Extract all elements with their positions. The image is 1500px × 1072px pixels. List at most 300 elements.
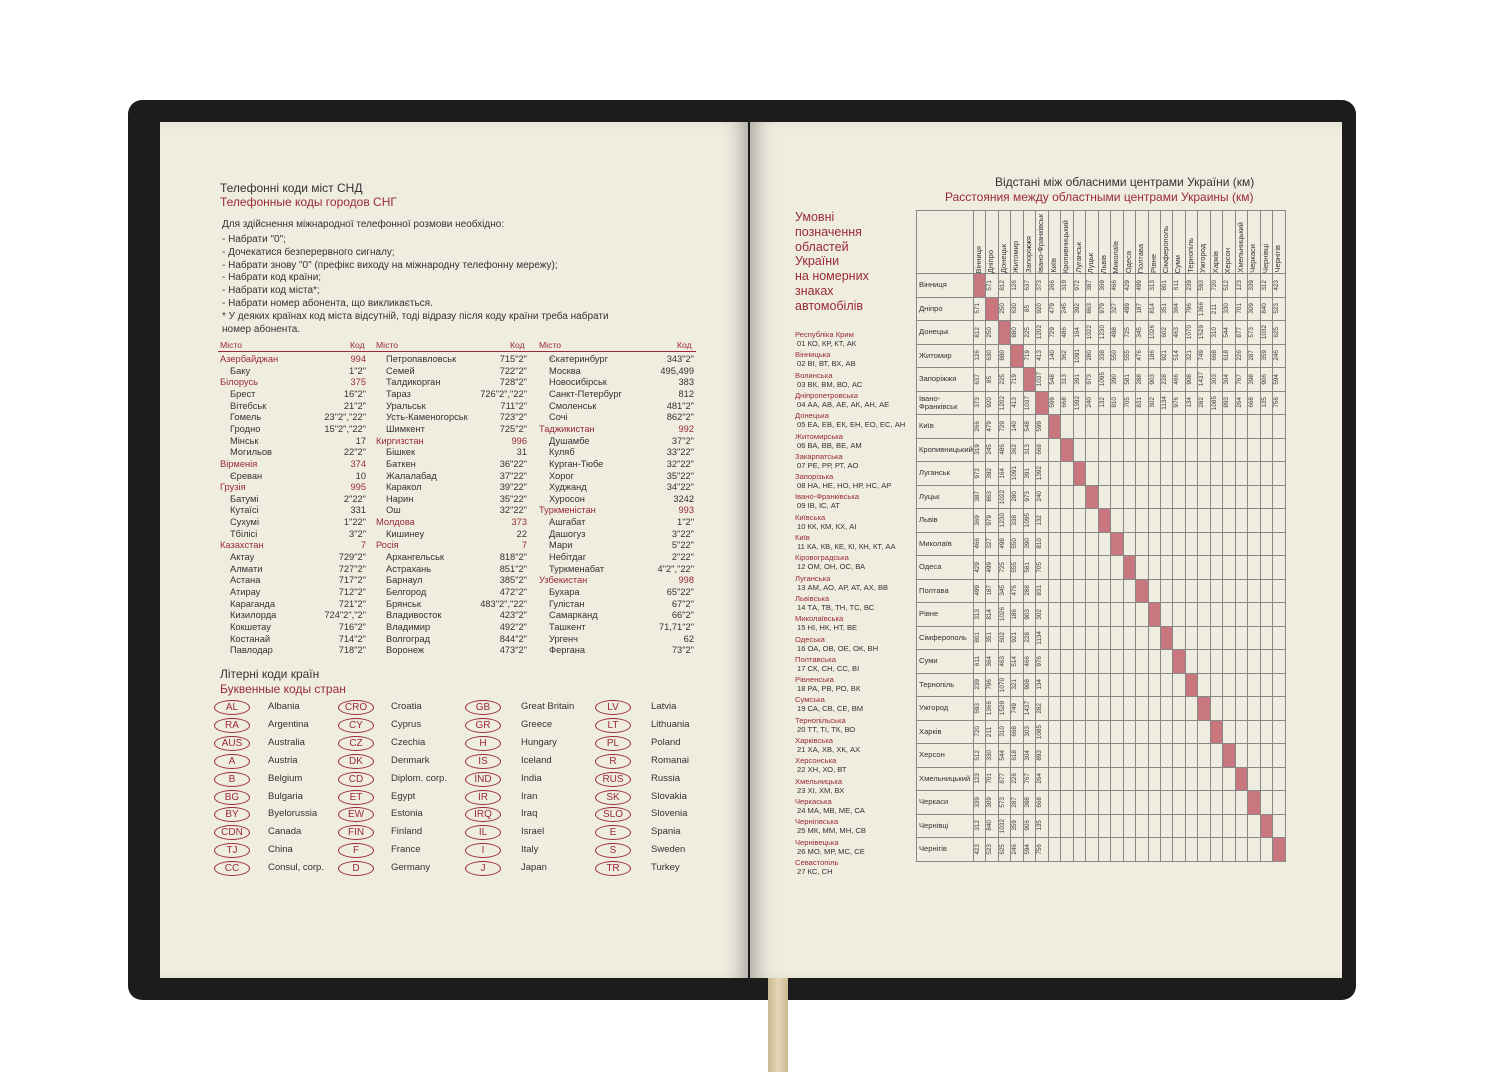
distance-cell	[1111, 321, 1123, 345]
city-code: 3242	[673, 493, 694, 504]
city-code: 492"2"	[499, 621, 527, 632]
distance-value: 479	[1048, 303, 1056, 315]
city-name: Алмати	[230, 563, 263, 574]
distance-value: 123	[1235, 279, 1243, 291]
distance-cell	[1136, 274, 1148, 298]
country-name-latin: Croatia	[391, 701, 422, 712]
distance-cell	[1198, 532, 1210, 556]
distance-cell	[1185, 509, 1197, 533]
distance-value: 1437	[1198, 372, 1206, 387]
distance-cell	[1023, 626, 1035, 650]
plate-codes: 23 ХІ, ХМ, ВХ	[797, 785, 845, 795]
distance-cell	[1148, 462, 1160, 486]
distance-cell	[1111, 438, 1123, 462]
distance-cell	[1173, 697, 1185, 721]
distance-cell	[1185, 791, 1197, 815]
distance-cell	[986, 321, 998, 345]
city-name: Костанай	[230, 633, 271, 644]
distance-value: 85	[986, 375, 994, 383]
distance-cell	[1173, 791, 1185, 815]
distance-value: 373	[973, 397, 981, 409]
col-header-city-2: Місто	[376, 340, 398, 350]
distance-value: 618	[1223, 350, 1231, 362]
distance-cell	[986, 814, 998, 838]
distance-value: 339	[973, 796, 981, 808]
distance-cell	[1048, 791, 1060, 815]
distance-value: 921	[1160, 350, 1168, 362]
distance-value: 280	[1011, 491, 1019, 503]
bookmark-ribbon[interactable]	[768, 978, 788, 1072]
distance-cell	[1260, 344, 1272, 368]
distance-cell	[1260, 650, 1272, 674]
distance-cell	[1248, 274, 1260, 298]
column-city-header	[1073, 211, 1085, 274]
distance-cell	[1273, 532, 1286, 556]
country-name-latin: Albania	[268, 701, 300, 712]
distance-cell	[1086, 438, 1098, 462]
distance-cell	[1185, 274, 1197, 298]
distance-cell	[1061, 603, 1073, 627]
city-code: 5"22"	[671, 540, 694, 551]
distance-cell	[1148, 485, 1160, 509]
distance-cell	[1023, 344, 1035, 368]
city-name: Тбілісі	[230, 528, 258, 539]
region-name: Луганська	[795, 573, 831, 583]
distance-value: 720	[1210, 279, 1218, 291]
distance-cell	[1173, 626, 1185, 650]
distance-value: 801	[1160, 279, 1168, 291]
distance-value: 767	[1023, 773, 1031, 785]
distance-cell	[1148, 274, 1160, 298]
distance-cell	[1048, 767, 1060, 791]
distance-cell	[1123, 391, 1135, 415]
city-code: 16"2"	[343, 388, 366, 399]
distance-cell	[1173, 321, 1185, 345]
distance-cell	[998, 274, 1010, 298]
city-name: Архангельськ	[386, 552, 444, 563]
country-name-latin: Russia	[651, 772, 681, 784]
distance-cell	[1098, 321, 1110, 345]
distance-value: 246	[1011, 843, 1019, 855]
distance-cell	[973, 791, 985, 815]
city-code: 716"2"	[338, 621, 366, 632]
distance-cell	[1273, 415, 1286, 439]
plates-title-line: автомобілів	[795, 298, 864, 313]
distance-cell	[1235, 838, 1247, 862]
distance-cell	[1011, 274, 1023, 298]
distance-cell	[1086, 626, 1098, 650]
distance-cell	[1260, 462, 1272, 486]
distance-cell	[1123, 321, 1135, 345]
distance-cell	[1136, 697, 1148, 721]
column-city-header	[1036, 211, 1048, 274]
plate-codes: 15 НІ, НК, НТ, ВЕ	[797, 623, 858, 633]
distance-cell	[1248, 673, 1260, 697]
distance-value: 1366	[1198, 301, 1206, 316]
distance-value: 486	[1061, 326, 1069, 338]
distance-cell	[1123, 462, 1135, 486]
distance-cell	[973, 814, 985, 838]
distance-cell	[1260, 391, 1272, 415]
distance-cell	[1023, 391, 1035, 415]
column-city-header	[1098, 211, 1110, 274]
distance-cell	[1086, 838, 1098, 862]
distance-value: 812	[998, 279, 1006, 291]
distance-value: 908	[1023, 679, 1031, 691]
distance-cell	[1235, 415, 1247, 439]
distance-cell	[1086, 462, 1098, 486]
plate-codes: 17 СК, СН, СС, ВІ	[797, 663, 860, 673]
distance-value: 466	[1173, 373, 1181, 385]
country-code: 374	[350, 458, 366, 469]
city-name: Талдикорган	[386, 377, 441, 388]
column-city-header	[1198, 211, 1210, 274]
distance-cell	[1273, 720, 1286, 744]
distance-cell	[1160, 626, 1172, 650]
country-name: Молдова	[376, 517, 415, 528]
distance-cell	[1248, 697, 1260, 721]
city-code: 71,71"2"	[658, 621, 694, 632]
table-row	[917, 368, 1286, 392]
distance-cell	[1023, 509, 1035, 533]
country-name: Азербайджан	[220, 354, 279, 364]
distance-cell	[973, 720, 985, 744]
distance-value: 1202	[1036, 325, 1044, 340]
table-row	[917, 297, 1286, 321]
city-code: 66"2"	[671, 610, 694, 621]
distance-cell	[1023, 814, 1035, 838]
distance-cell	[1273, 603, 1286, 627]
distance-cell	[1198, 415, 1210, 439]
distance-cell	[1023, 462, 1035, 486]
country-letter-code-badge: IL	[465, 825, 501, 840]
distance-cell	[986, 274, 998, 298]
distance-cell	[1036, 462, 1048, 486]
row-city-label: Черкаси	[917, 791, 974, 815]
distance-value: 134	[1036, 679, 1044, 691]
city-name: Ашгабат	[549, 517, 586, 528]
distance-cell	[1073, 838, 1085, 862]
distance-cell	[1210, 532, 1222, 556]
distance-cell	[998, 697, 1010, 721]
region-name: Львівська	[795, 593, 830, 603]
distance-cell	[1223, 344, 1235, 368]
column-city-label: Чернівці	[1260, 243, 1270, 273]
distance-cell	[1136, 720, 1148, 744]
distance-value: 599	[1048, 397, 1056, 409]
distance-cell	[1273, 391, 1286, 415]
distance-cell	[1036, 791, 1048, 815]
distance-cell	[1248, 720, 1260, 744]
distance-cell	[1011, 415, 1023, 439]
plate-codes: 05 ЕА, ЕВ, ЕК, ЕН, ЕО, ЕС, АН	[797, 420, 906, 430]
distance-value: 140	[1048, 350, 1056, 362]
country-name-latin: France	[391, 844, 421, 856]
distance-cell	[1036, 556, 1048, 580]
distance-value: 1202	[998, 395, 1006, 410]
distance-value: 719	[1023, 350, 1031, 362]
distance-value: 523	[986, 843, 994, 855]
distance-cell	[1048, 603, 1060, 627]
country-letter-code-badge: CY	[338, 718, 374, 733]
distance-value: 611	[1173, 280, 1181, 291]
distance-cell	[986, 297, 998, 321]
distance-value: 339	[1248, 279, 1256, 291]
distance-cell	[1011, 838, 1023, 862]
distance-cell	[1260, 321, 1272, 345]
distance-cell	[1273, 697, 1286, 721]
distance-cell	[1073, 415, 1085, 439]
distance-value: 593	[973, 702, 981, 714]
distance-cell	[1273, 791, 1286, 815]
city-code: 718"2"	[338, 645, 366, 656]
distance-cell	[1260, 509, 1272, 533]
row-city-label: Рівне	[917, 603, 974, 627]
distance-cell	[1048, 744, 1060, 768]
distance-value: 599	[1036, 420, 1044, 432]
distance-value: 319	[1061, 279, 1069, 291]
distance-value: 602	[1160, 326, 1168, 338]
distance-cell	[1248, 626, 1260, 650]
row-city-label: Луганськ	[917, 462, 974, 486]
distance-cell	[1111, 391, 1123, 415]
region-name: Черкаська	[795, 796, 832, 806]
distance-value: 85	[1023, 305, 1031, 313]
column-city-label: Житомир	[1011, 240, 1021, 273]
intro-text: Для здійснення міжнародної телефонної розмови необхідно:	[222, 219, 505, 230]
table-row	[917, 626, 1286, 650]
distance-cell	[1086, 274, 1098, 298]
distance-cell	[1198, 814, 1210, 838]
distance-cell	[998, 603, 1010, 627]
distance-value: 187	[986, 585, 994, 597]
distance-value: 555	[1123, 350, 1131, 362]
distance-cell	[1160, 321, 1172, 345]
city-name: Туркменабат	[549, 563, 605, 574]
distance-value: 1032	[1260, 325, 1268, 340]
region-name: Івано-Франківська	[795, 492, 860, 502]
distance-cell	[1011, 626, 1023, 650]
distance-cell	[1148, 791, 1160, 815]
country-name-latin: Sweden	[651, 844, 686, 856]
region-name: Республіка Крим	[795, 330, 854, 339]
distance-cell	[1098, 462, 1110, 486]
distance-cell	[1148, 626, 1160, 650]
distance-value: 514	[1173, 350, 1181, 362]
city-name: Могильов	[230, 447, 272, 458]
distance-cell	[1098, 650, 1110, 674]
distance-cell	[1086, 556, 1098, 580]
table-row	[917, 462, 1286, 486]
distance-cell	[1185, 532, 1197, 556]
column-city-header	[1023, 211, 1035, 274]
country-name-latin: Italy	[521, 844, 539, 856]
distance-cell	[1111, 603, 1123, 627]
distance-cell	[1036, 344, 1048, 368]
distance-cell	[1248, 532, 1260, 556]
distance-cell	[1273, 462, 1286, 486]
column-city-label: Рівне	[1148, 254, 1158, 273]
distance-cell	[998, 368, 1010, 392]
distance-value: 413	[1036, 350, 1044, 362]
plate-codes: 08 НА, НЕ, НО, НР, НС, АР	[797, 481, 892, 491]
distance-cell	[1160, 650, 1172, 674]
distance-cell	[1061, 321, 1073, 345]
distance-cell	[1061, 720, 1073, 744]
distance-value: 720	[973, 726, 981, 738]
distance-title-ru: Расстояния между областными центрами Украины (км)	[945, 190, 1254, 204]
distance-cell	[1036, 532, 1048, 556]
distance-cell	[1136, 415, 1148, 439]
row-city-label: Кропивницький	[917, 438, 974, 462]
distance-cell	[1173, 462, 1185, 486]
distance-cell	[986, 344, 998, 368]
city-code: 712"2"	[338, 587, 366, 597]
distance-cell	[998, 415, 1010, 439]
distance-cell	[1061, 462, 1073, 486]
country-letter-code-badge: LV	[595, 700, 631, 715]
city-name: Баткен	[386, 458, 416, 469]
distance-cell	[1185, 720, 1197, 744]
column-city-header	[1048, 211, 1060, 274]
country-code: 998	[678, 575, 694, 586]
distance-cell	[1260, 368, 1272, 392]
distance-cell	[1036, 415, 1048, 439]
distance-cell	[998, 838, 1010, 862]
distance-cell	[1148, 321, 1160, 345]
distance-value: 359	[1260, 350, 1268, 362]
city-code: 727"2"	[338, 563, 366, 574]
distance-cell	[1210, 438, 1222, 462]
distance-cell	[1123, 297, 1135, 321]
distance-cell	[1098, 603, 1110, 627]
distance-cell	[973, 532, 985, 556]
column-city-label: Запоріжжя	[1023, 236, 1033, 273]
distance-value: 573	[998, 796, 1006, 808]
distance-cell	[1223, 485, 1235, 509]
distance-cell	[1210, 462, 1222, 486]
distance-value: 245	[986, 444, 994, 456]
distance-cell	[1036, 297, 1048, 321]
distance-cell	[1111, 744, 1123, 768]
distance-value: 880	[1011, 326, 1019, 338]
distance-cell	[998, 391, 1010, 415]
distance-cell	[1235, 509, 1247, 533]
distance-cell	[986, 391, 998, 415]
distance-cell	[1248, 462, 1260, 486]
country-name: Грузія	[220, 482, 246, 493]
distance-cell	[1011, 603, 1023, 627]
distance-value: 701	[1235, 303, 1243, 315]
distance-cell	[986, 626, 998, 650]
distance-value: 893	[1223, 397, 1231, 409]
distance-value: 266	[973, 420, 981, 432]
city-code: 726"2","22"	[480, 388, 527, 399]
distance-value: 1529	[1198, 325, 1206, 340]
dialing-step: - Набрати номер абонента, що викликається.	[222, 298, 433, 309]
distance-cell	[998, 626, 1010, 650]
distance-cell	[1223, 720, 1235, 744]
distance-value: 523	[1273, 303, 1281, 315]
country-letter-code-badge: R	[595, 754, 631, 769]
city-name: Вітебськ	[230, 400, 267, 411]
distance-cell	[1098, 297, 1110, 321]
table-row	[917, 321, 1286, 345]
country-name: Туркменістан	[539, 505, 596, 516]
distance-cell	[1248, 556, 1260, 580]
plate-codes: 11 КА, КВ, КЕ, КІ, КН, КТ, АА	[797, 542, 896, 551]
distance-cell	[1111, 791, 1123, 815]
distance-value: 512	[973, 749, 981, 761]
city-code: 4"2","22"	[657, 563, 694, 574]
plate-codes: 10 КК, КМ, КХ, АІ	[797, 521, 857, 531]
distance-value: 602	[998, 632, 1006, 644]
distance-cell	[998, 321, 1010, 345]
column-city-header	[1061, 211, 1073, 274]
distance-value: 398	[1023, 796, 1031, 808]
distance-cell	[1036, 744, 1048, 768]
distance-cell	[1198, 720, 1210, 744]
distance-value: 548	[1048, 373, 1056, 385]
distance-value: 1037	[1036, 372, 1044, 387]
distance-cell	[1036, 391, 1048, 415]
distance-value: 164	[1073, 326, 1081, 338]
city-name: Ургенч	[549, 633, 578, 644]
distance-value: 187	[1136, 303, 1144, 315]
distance-cell	[1260, 720, 1272, 744]
distance-value: 979	[986, 514, 994, 526]
distance-value: 499	[986, 561, 994, 573]
distance-cell	[1223, 838, 1235, 862]
distance-value: 1022	[998, 489, 1006, 504]
distance-value: 1529	[998, 701, 1006, 716]
distance-cell	[1061, 556, 1073, 580]
country-letter-code-badge: CC	[214, 861, 250, 876]
distance-cell	[1210, 368, 1222, 392]
city-name: Уральськ	[386, 400, 426, 411]
distance-cell	[1210, 344, 1222, 368]
distance-cell	[1273, 297, 1286, 321]
distance-value: 466	[1023, 655, 1031, 667]
city-name: Самарканд	[549, 610, 598, 621]
letter-codes-title-ua: Літерні коди країн	[220, 667, 320, 681]
plate-codes: 25 МК, ММ, МН, СВ	[797, 826, 866, 836]
column-city-label: Донецьк	[998, 243, 1008, 273]
city-code: 472"2"	[499, 587, 527, 597]
country-letter-code-badge: S	[595, 843, 631, 858]
distance-cell	[1048, 485, 1060, 509]
distance-cell	[1210, 791, 1222, 815]
distance-cell	[1198, 791, 1210, 815]
city-code: 722"2"	[499, 365, 527, 376]
distance-value: 423	[1273, 279, 1281, 291]
distance-cell	[1160, 532, 1172, 556]
distance-title-ua: Відстані між обласними центрами України (км)	[995, 175, 1255, 189]
distance-cell	[973, 767, 985, 791]
distance-cell	[1086, 532, 1098, 556]
distance-value: 239	[1185, 279, 1193, 291]
col-header-city-3: Місто	[539, 340, 561, 350]
distance-cell	[1148, 650, 1160, 674]
distance-cell	[1185, 556, 1197, 580]
distance-value: 1032	[998, 818, 1006, 833]
distance-cell	[1111, 462, 1123, 486]
distance-value: 463	[998, 655, 1006, 667]
distance-cell	[1036, 274, 1048, 298]
distance-cell	[1160, 391, 1172, 415]
distance-cell	[1136, 791, 1148, 815]
distance-cell	[1123, 509, 1135, 533]
